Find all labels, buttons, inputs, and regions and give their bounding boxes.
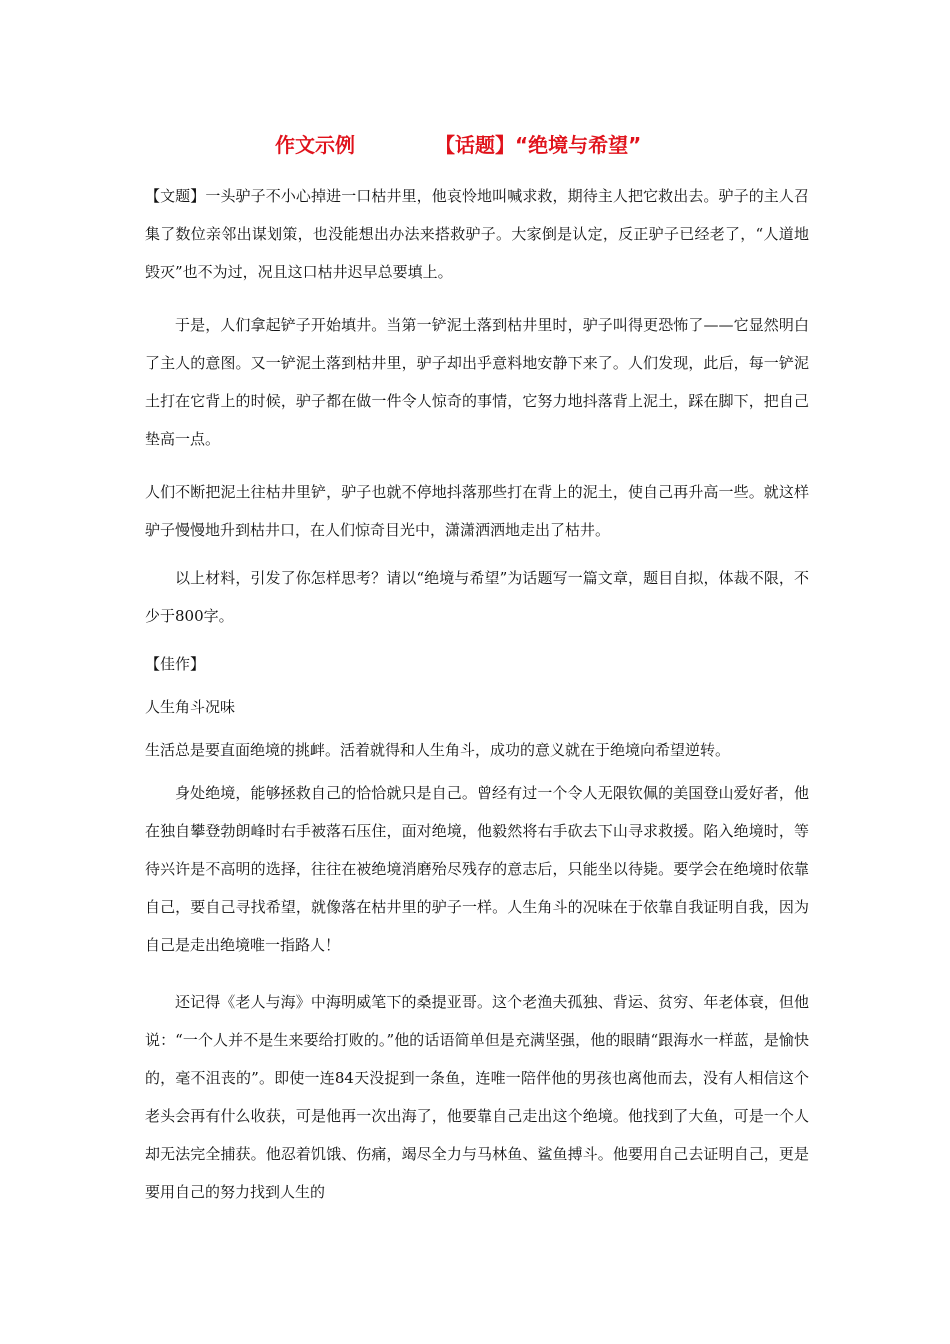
title-part-1: 作文示例 <box>275 133 355 157</box>
essay-paragraph-3: 还记得《老人与海》中海明威笔下的桑提亚哥。这个老渔夫孤独、背运、贫穷、年老体衰，但他说：“一个人并不是生来要给打败的。”他的话语简单但是充满坚强，他的眼睛“跟海水一样蓝，是愉快的，毫不沮丧的”。即使一连84天没捉到一条鱼，连唯一陪伴他的男孩也离他而去，没有人相信这个老头会再有什么收获，可是他再一次出海了，他要靠自己走出这个绝境。他找到了大鱼，可是一个人却无法完全捕获。他忍着饥饿、伤痛，竭尽全力与马林鱼、鲨鱼搏斗。他要用自己去证明自己，更是要用自己的努力找到人生的 <box>145 993 809 1201</box>
title-part-2: 【话题】“绝境与希望” <box>435 133 642 157</box>
prompt-paragraph: 【文题】一头驴子不小心掉进一口枯井里，他哀怜地叫喊求救，期待主人把它救出去。驴子的主人召集了数位亲邻出谋划策，也没能想出办法来搭救驴子。大家倒是认定，反正驴子已经老了，“人道地毁灭”也不为过，况且这口枯井迟早总要填上。 <box>145 187 809 281</box>
section-label: 【佳作】 <box>145 655 206 673</box>
instruction-paragraph: 以上材料，引发了你怎样思考？请以“绝境与希望”为话题写一篇文章，题目自拟，体裁不限，不少于800字。 <box>145 569 809 625</box>
story-paragraph-2: 人们不断把泥土往枯井里铲，驴子也就不停地抖落那些打在背上的泥土，使自己再升高一些。就这样驴子慢慢地升到枯井口，在人们惊奇目光中，潇潇洒洒地走出了枯井。 <box>145 483 809 539</box>
essay-paragraph-2: 身处绝境，能够拯救自己的恰恰就只是自己。曾经有过一个令人无限钦佩的美国登山爱好者，他在独自攀登勃朗峰时右手被落石压住，面对绝境，他毅然将右手砍去下山寻求救援。陷入绝境时，等待兴许是不高明的选择，往往在被绝境消磨殆尽残存的意志后，只能坐以待毙。要学会在绝境时依靠自己，要自己寻找希望，就像落在枯井里的驴子一样。人生角斗的况味在于依靠自我证明自我，因为自己是走出绝境唯一指路人！ <box>145 784 809 954</box>
story-paragraph-1: 于是，人们拿起铲子开始填井。当第一铲泥土落到枯井里时，驴子叫得更恐怖了——它显然明白了主人的意图。又一铲泥土落到枯井里，驴子却出乎意料地安静下来了。人们发现，此后，每一铲泥土打在它背上的时候，驴子都在做一件令人惊奇的事情，它努力地抖落背上泥土，踩在脚下，把自己垫高一点。 <box>145 316 809 448</box>
essay-title: 人生角斗况味 <box>145 698 236 716</box>
essay-paragraph-1: 生活总是要直面绝境的挑衅。活着就得和人生角斗，成功的意义就在于绝境向希望逆转。 <box>145 741 731 759</box>
